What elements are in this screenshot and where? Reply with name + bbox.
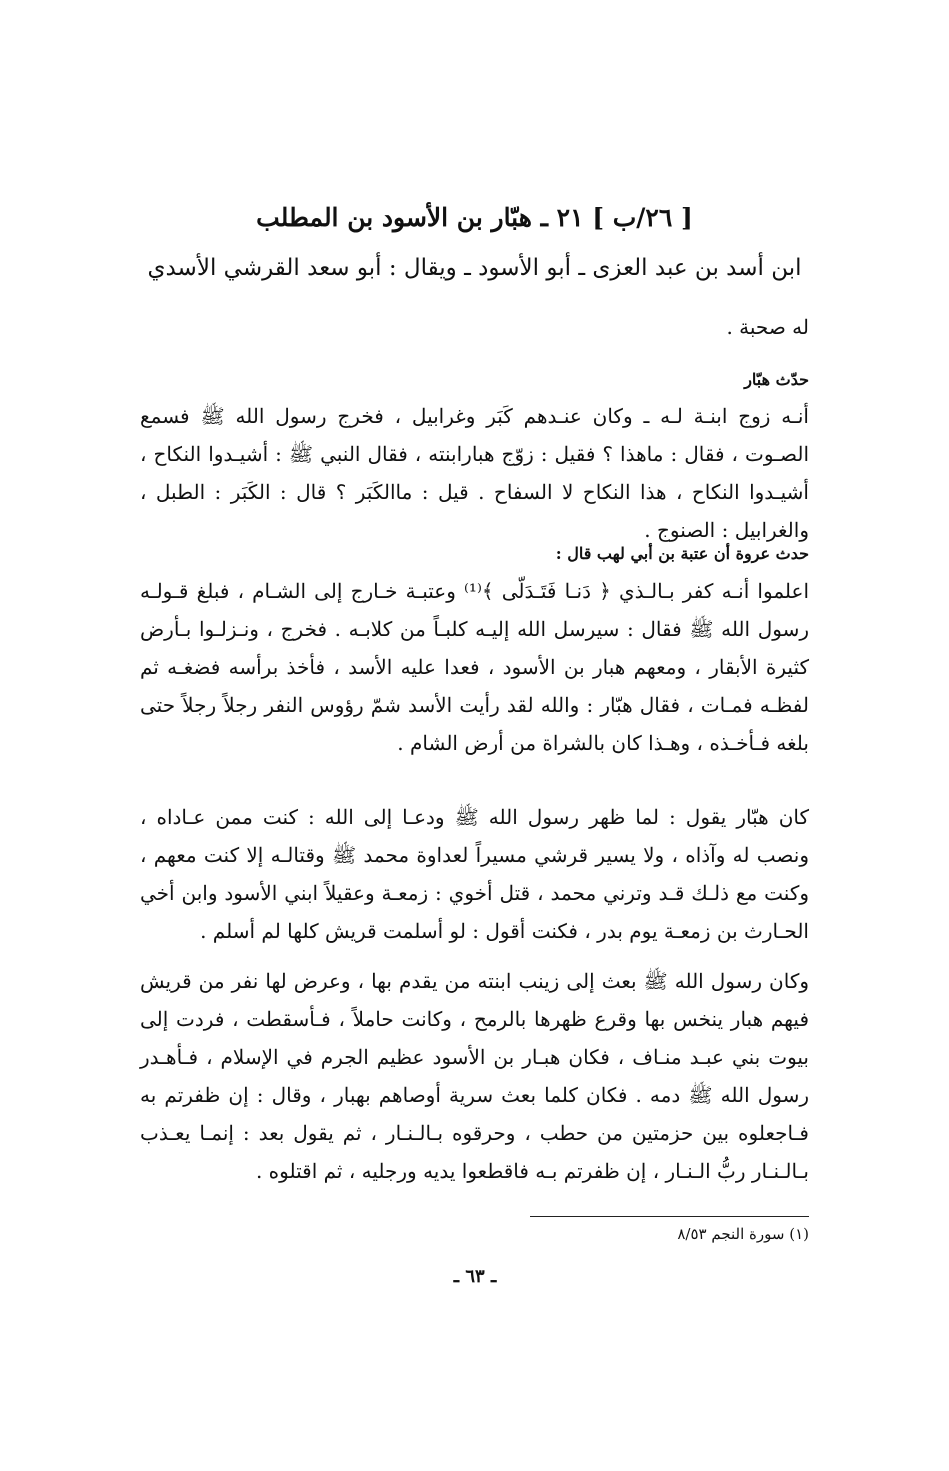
page-number: ـ ٦٣ ـ [453, 1266, 497, 1287]
narration-intro-1: حدّث هبّار [744, 370, 809, 389]
entry-lineage: ابن أسد بن عبد العزى ـ أبو الأسود ـ ويقال : أبو سعد القرشي الأسدي [147, 255, 802, 281]
narration-intro-2: حدث عروة أن عتبة بن أبي لهب قال : [555, 544, 809, 563]
paragraph-hostility: كان هبّار يقول : لما ظهر رسول الله ﷺ ودعـا إلى الله : كنت ممن عـاداه ، ونصب له وآذاه ، ولا يسير قرشي مسيراً لعداوة محمد ﷺ وقتالـه إلا كنت معهم ، وكنت مع ذلـك قـد وترني محمد ، قتل أخوي : زمعـة وعقيلاً ابني الأسود وابن أخي الحـارث بن زمعـة يوم بدر ، فكنت أقول : لو أسلمت قريش كلها لم أسلم . [140, 805, 809, 943]
entry-title: [ ٢٦/ب ] ٢١ ـ هبّار بن الأسود بن المطلب [256, 203, 693, 232]
paragraph-utba: اعلموا أنـه كفر بـالـذي ﴿ دَنـا فَتَـدَلّى ﴾⁽¹⁾ وعتبـة خـارج إلى الشـام ، فبلغ قـولـه رسول الله ﷺ فقال : سيرسل الله إليـه كلبـاً من كلابـه . فخرج ، ونـزلـوا بـأرض كثيرة الأبقار ، ومعهم هبار بن الأسود ، فعدا عليه الأسد ، فأخذ برأسه فضغـه ثم لفظـه فمـات ، فقال هبّار : والله لقد رأيت الأسد شمّ رؤوس النفر رجلاً رجلاً حتى بلغه فـأخـذه ، وهـذا كان بالشراة من أرض الشام . [140, 579, 809, 755]
paragraph-zaynab: وكان رسول الله ﷺ بعث إلى زينب ابنته من يقدم بها ، وعرض لها نفر من قريش فيهم هبار ينخس بها وقرع ظهرها بالرمح ، وكانت حاملاً ، فـأسقطت ، فردت إلى بيوت بني عبـد منـاف ، فكان هبـار بن الأسود عظيم الجرم في الإسلام ، فـأهـدر رسول الله ﷺ دمه . فكان كلما بعث سرية أوصاهم بهبار ، وقال : إن ظفرتم به فـاجعلوه بين حزمتين من حطب ، وحرقوه بـالـنـار ، ثم يقول بعد : إنمـا يعـذب بـالـنـار ربُّ الـنـار ، إن ظفرتم بـه فاقطعوا يديه ورجليه ، ثم اقتلوه . [140, 969, 809, 1183]
paragraph-companionship: له صحبة . [726, 315, 809, 339]
footnote: (١) سورة النجم ٨/٥٣ [677, 1225, 809, 1243]
paragraph-marriage: أنـه زوج ابنـة لـه ـ وكان عنـدهم كَبَر وغرابيل ، فخرج رسول الله ﷺ فسمع الصـوت ، فقال : ماهذا ؟ فقيل : زوّج هبارابنته ، فقال النبي ﷺ : أشيـدوا النكاح ، أشيـدوا النكاح ، هذا النكاح لا السفاح . قيل : ماالكَبَر ؟ قال : الكَبَر : الطبل ، والغرابيل : الصنوج . [140, 404, 809, 542]
footnote-divider [530, 1216, 809, 1217]
